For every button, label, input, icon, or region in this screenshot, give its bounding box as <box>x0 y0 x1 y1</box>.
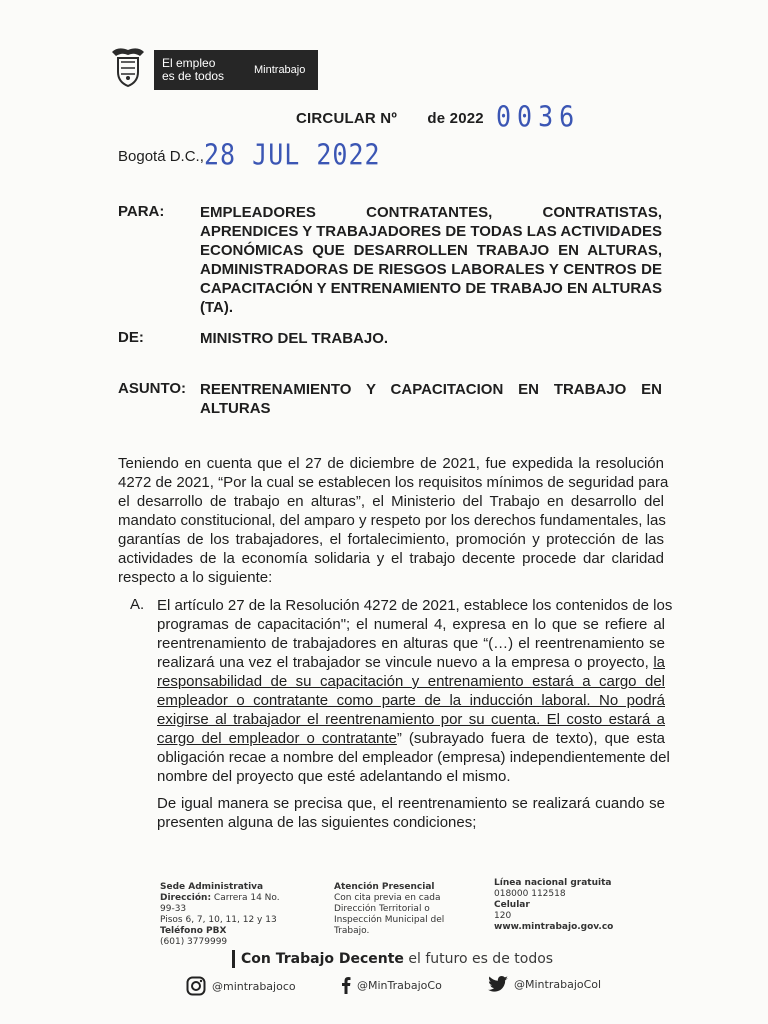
cel-label: Celular <box>494 900 530 910</box>
circular-label: CIRCULAR Nº <box>296 110 398 127</box>
para-line: APRENDICES Y TRABAJADORES DE TODAS LAS ACTIVIDADES <box>200 223 663 240</box>
intro-line: garantías de los trabajadores, el fortalecimiento, promoción y protección de las <box>118 531 664 548</box>
intro-line: mandato constitucional, del amparo y respeto por los derechos fundamentales, las <box>118 512 666 529</box>
aten-line: Dirección Territorial o <box>334 904 430 914</box>
item-a-line: reentrenamiento de trabajadores en alturas que “(…) el reentrenamiento se <box>157 635 665 652</box>
instagram-link[interactable] <box>186 976 296 996</box>
sede-title: Sede Administrativa <box>160 882 264 892</box>
intro-paragraph <box>118 454 669 587</box>
conditions-paragraph <box>157 794 665 832</box>
item-a-text: realizará una vez el trabajador se vincule nuevo a la empresa o proyecto, <box>157 654 654 671</box>
item-a-underlined: la <box>653 654 665 671</box>
intro-line: actividades de la economía solidaria y el trabajo decente procede dar claridad <box>118 550 664 567</box>
sede-dir: Carrera 14 No. <box>211 893 280 903</box>
logo-banner <box>154 50 318 90</box>
intro-line: respecto a lo siguiente: <box>118 569 273 586</box>
slogan-bold: Con Trabajo Decente <box>241 951 404 967</box>
intro-line: 4272 de 2021, “Por la cual se establecen los requisitos mínimos de seguridad para <box>118 474 669 491</box>
logo-line1: El empleo <box>162 56 216 70</box>
conditions-line: De igual manera se precisa que, el reentrenamiento se realizará cuando se <box>157 795 665 812</box>
para-recipients <box>200 203 662 317</box>
asunto-line: REENTRENAMIENTO Y CAPACITACION EN TRABAJO EN <box>200 381 662 398</box>
para-line: CAPACITACIÓN Y ENTRENAMIENTO DE TRABAJO EN ALTURAS <box>200 280 662 297</box>
sede-tel: (601) 3779999 <box>160 937 228 947</box>
de-label: DE: <box>118 329 144 346</box>
item-a-line <box>157 653 665 672</box>
aten-title: Atención Presencial <box>334 882 435 892</box>
item-a-line-underlined: exigirse al trabajador el reentrenamiento por su cuenta. El costo estará a <box>157 711 665 728</box>
item-a-line-underlined: empleador o contratante como parte de la inducción laboral. No podrá <box>157 692 665 709</box>
cel-num: 120 <box>494 911 512 921</box>
instagram-handle: @mintrabajoco <box>212 979 296 993</box>
footer-slogan <box>232 950 553 968</box>
slogan-rest: el futuro es de todos <box>403 951 554 967</box>
item-a-line: El artículo 27 de la Resolución 4272 de 2021, establece los contenidos de los <box>157 597 673 614</box>
item-a-line: obligación recae a nombre del empleador (empresa) independientemente del <box>157 749 670 766</box>
linea-title: Línea nacional gratuita <box>494 878 612 888</box>
linea-num: 018000 112518 <box>494 889 566 899</box>
list-marker-a: A. <box>130 596 145 613</box>
para-line: (TA). <box>200 299 234 316</box>
twitter-handle: @MintrabajoCol <box>514 978 602 991</box>
intro-line: el desarrollo de trabajo en alturas”, el Ministerio del Trabajo en desarrollo del <box>118 493 664 510</box>
aten-line: Inspección Municipal del <box>334 915 445 925</box>
circular-number-stamp: 0036 <box>496 99 581 134</box>
sede-dir-label: Dirección: <box>160 893 212 903</box>
para-label: PARA: <box>118 203 165 220</box>
header-logo <box>108 44 318 96</box>
para-line: ADMINISTRADORAS DE RIESGOS LABORALES Y CENTROS DE <box>200 261 662 278</box>
sede-pisos: Pisos 6, 7, 10, 11, 12 y 13 <box>160 915 277 925</box>
sede-dir2: 99-33 <box>160 904 187 914</box>
conditions-line: presenten alguna de las siguientes condiciones; <box>157 814 477 831</box>
logo-org: Mintrabajo <box>254 64 306 76</box>
item-a-line: programas de capacitación"; el numeral 4, expresa en lo que se refiere al <box>157 616 665 633</box>
de-sender: MINISTRO DEL TRABAJO. <box>200 330 389 347</box>
colombia-coat-of-arms-icon <box>108 46 148 90</box>
date-stamp: 28 JUL 2022 <box>204 137 381 172</box>
logo-tagline <box>154 57 240 83</box>
facebook-handle: @MinTrabajoCo <box>357 978 442 992</box>
twitter-icon <box>488 976 508 993</box>
aten-line: Con cita previa en cada <box>334 893 441 903</box>
logo-line2: es de todos <box>162 69 225 83</box>
intro-line: Teniendo en cuenta que el 27 de diciembre de 2021, fue expedida la resolución <box>118 455 664 472</box>
item-a-line-underlined: responsabilidad de su capacitación y entrenamiento estará a cargo del <box>157 673 665 690</box>
item-a-paragraph <box>157 596 673 786</box>
facebook-icon <box>341 976 351 994</box>
asunto-subject <box>200 380 662 418</box>
asunto-line: ALTURAS <box>200 400 271 417</box>
para-line: ECONÓMICAS QUE DESARROLLEN TRABAJO EN ALTURAS, <box>200 242 662 259</box>
instagram-icon <box>186 976 206 996</box>
circular-heading <box>296 110 484 127</box>
footer-linea <box>494 878 654 933</box>
facebook-link[interactable] <box>341 976 442 994</box>
twitter-link[interactable] <box>488 976 601 993</box>
website-link[interactable]: www.mintrabajo.gov.co <box>494 922 614 932</box>
aten-line: Trabajo. <box>334 926 370 936</box>
item-a-line: nombre del proyecto que esté adelantando el mismo. <box>157 768 511 785</box>
footer-atencion <box>334 882 454 937</box>
item-a-underlined: cargo del empleador o contratante <box>157 730 397 747</box>
item-a-line <box>157 729 665 748</box>
footer-sede <box>160 882 320 948</box>
asunto-label: ASUNTO: <box>118 380 187 397</box>
sede-tel-label: Teléfono PBX <box>160 926 227 936</box>
item-a-text: ” (subrayado fuera de texto), que esta <box>396 730 666 747</box>
circular-year: de 2022 <box>427 110 484 127</box>
para-line: EMPLEADORES CONTRATANTES, CONTRATISTAS, <box>200 204 662 221</box>
city-label: Bogotá D.C., <box>118 148 204 165</box>
